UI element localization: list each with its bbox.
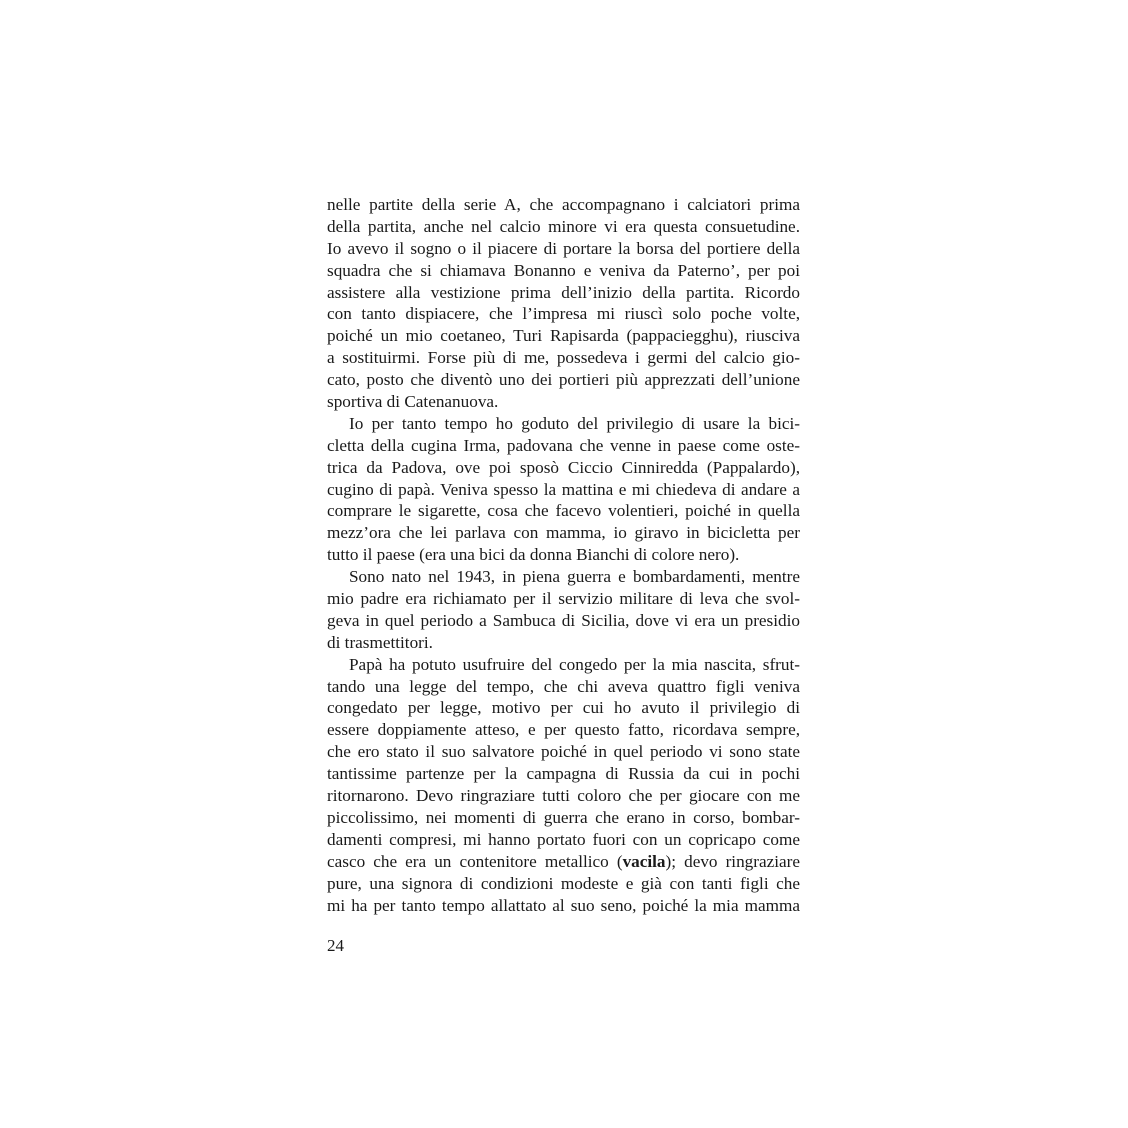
text-line: di trasmettitori.	[327, 632, 433, 652]
body-text	[327, 194, 800, 916]
text-line: casco che era un contenitore metallico (vacila); devo ringraziare	[327, 851, 800, 871]
text-line: della partita, anche nel calcio minore vi era questa consuetudine.	[327, 216, 800, 236]
text-line: mi ha per tanto tempo allattato al suo seno, poiché la mia mamma	[327, 895, 800, 915]
text-line: con tanto dispiacere, che l’impresa mi riuscì solo poche volte,	[327, 304, 800, 324]
text-line: Io per tanto tempo ho goduto del privilegio di usare la bici-	[349, 413, 800, 433]
text-line: tantissime partenze per la campagna di Russia da cui in pochi	[327, 764, 800, 784]
text-line: Sono nato nel 1943, in piena guerra e bombardamenti, mentre	[349, 567, 800, 587]
text-line: Papà ha potuto usufruire del congedo per la mia nascita, sfrut-	[349, 654, 800, 674]
text-line: sportiva di Catenanuova.	[327, 392, 499, 412]
text-line: cugino di papà. Veniva spesso la mattina e mi chiedeva di andare a	[327, 479, 800, 499]
page-number: 24	[327, 936, 344, 955]
text-line: assistere alla vestizione prima dell’inizio della partita. Ricordo	[327, 282, 800, 302]
text-line: ritornarono. Devo ringraziare tutti coloro che per giocare con me	[327, 786, 800, 806]
text-line: cato, posto che diventò uno dei portieri più apprezzati dell’unione	[327, 370, 800, 390]
text-line: nelle partite della serie A, che accompagnano i calciatori prima	[327, 195, 800, 214]
text-line: tando una legge del tempo, che chi aveva quattro figli veniva	[327, 676, 800, 696]
text-line: Io avevo il sogno o il piacere di portare la borsa del portiere della	[327, 238, 800, 258]
text-line: mio padre era richiamato per il servizio militare di leva che svol-	[327, 589, 800, 609]
text-line: pure, una signora di condizioni modeste e già con tanti figli che	[327, 873, 800, 893]
text-line: mezz’ora che lei parlava con mamma, io giravo in bicicletta per	[327, 523, 800, 543]
text-line: che ero stato il suo salvatore poiché in quel periodo vi sono state	[327, 742, 800, 762]
text-line: piccolissimo, nei momenti di guerra che erano in corso, bombar-	[327, 807, 800, 827]
text-line: trica da Padova, ove poi sposò Ciccio Cinniredda (Pappalardo),	[327, 457, 800, 477]
text-line: comprare le sigarette, cosa che facevo volentieri, poiché in quella	[327, 501, 800, 521]
text-line: congedato per legge, motivo per cui ho avuto il privilegio di	[327, 698, 800, 718]
text-line: geva in quel periodo a Sambuca di Sicilia, dove vi era un presidio	[327, 610, 800, 630]
text-line: cletta della cugina Irma, padovana che venne in paese come oste-	[327, 435, 800, 455]
text-line: poiché un mio coetaneo, Turi Rapisarda (pappaciegghu), riusciva	[327, 326, 800, 346]
text-line: essere doppiamente atteso, e per questo fatto, ricordava sempre,	[327, 720, 800, 740]
text-line: a sostituirmi. Forse più di me, possedeva i germi del calcio gio-	[327, 348, 800, 368]
text-line: tutto il paese (era una bici da donna Bianchi di colore nero).	[327, 545, 740, 565]
text-line: damenti compresi, mi hanno portato fuori con un copricapo come	[327, 829, 800, 849]
text-line: squadra che si chiamava Bonanno e veniva da Paterno’, per poi	[327, 260, 800, 280]
